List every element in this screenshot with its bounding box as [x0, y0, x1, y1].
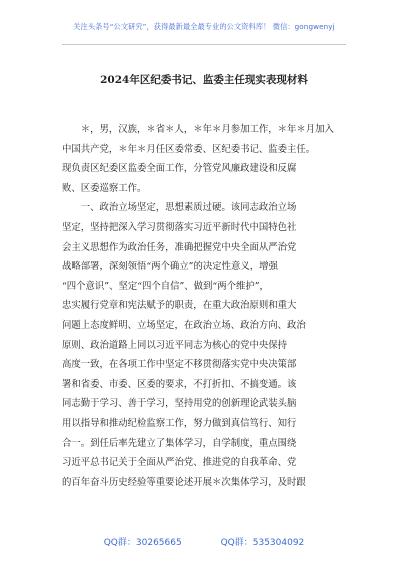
body-line: ＊，男，汉族，＊省＊人，＊年＊月参加工作，＊年＊月加入	[80, 124, 334, 135]
body-line: 问题上态度鲜明、立场坚定，在政治立场、政治方向、政治	[62, 319, 306, 331]
body-line: 高度一致，在各项工作中坚定不移贯彻落实党中央决策部	[62, 359, 297, 371]
body-line: 败、区委巡察工作。	[62, 182, 147, 194]
body-line: 合一。到任后率先建立了集体学习，自学制度，重点围绕	[62, 437, 297, 449]
body-line: 忠实履行党章和宪法赋予的职责，在重大政治原则和重大	[62, 300, 297, 312]
body-line: 同志勤于学习、善于学习，坚持用党的创新理论武装头脑	[62, 398, 297, 410]
document-title: 2024年区纪委书记、监委主任现实表现材料	[100, 74, 308, 86]
document-body	[62, 120, 346, 492]
body-line: 署和省委、市委、区委的要求，不打折扣、不搞变通。该	[62, 378, 297, 390]
header-note: 关注头条号“公文研究”，获得最新最全最专业的公文资料库！ 微信：gongwenyj	[73, 22, 335, 31]
body-line: 中国共产党，＊年＊月任区委常委、区纪委书记、监委主任。	[62, 143, 316, 155]
body-line: 原则、政治道路上同以习近平同志为核心的党中央保持	[62, 339, 288, 351]
body-line: 一、政治立场坚定，思想素质过硬。该同志政治立场	[80, 202, 297, 214]
body-line: 战略部署，深刻领悟“两个确立”的决定性意义，增强	[62, 261, 278, 273]
footer-qq-group-1: QQ群：30265665	[103, 538, 182, 548]
footer-qq	[0, 535, 408, 548]
footer-qq-group-2: QQ群：535304092	[220, 538, 305, 548]
body-line: 坚定，坚持把深入学习贯彻落实习近平新时代中国特色社	[62, 221, 297, 233]
body-line: 现负责区纪委区监委全面工作，分管党风廉政建设和反腐	[62, 163, 297, 175]
body-line: 习近平总书记关于全面从严治党、推进党的自我革命、党	[62, 457, 297, 469]
body-line: 会主义思想作为政治任务，准确把握党中央全面从严治党	[62, 241, 297, 253]
body-line: 用以指导和推动纪检监察工作，努力做到真信笃行、知行	[62, 417, 297, 429]
body-line: 的百年奋斗历史经验等重要论述开展＊次集体学习，及时跟	[62, 476, 306, 488]
body-line: “四个意识”、坚定“四个自信”、做到“两个维护”，	[62, 280, 269, 292]
header-rule	[62, 44, 346, 45]
